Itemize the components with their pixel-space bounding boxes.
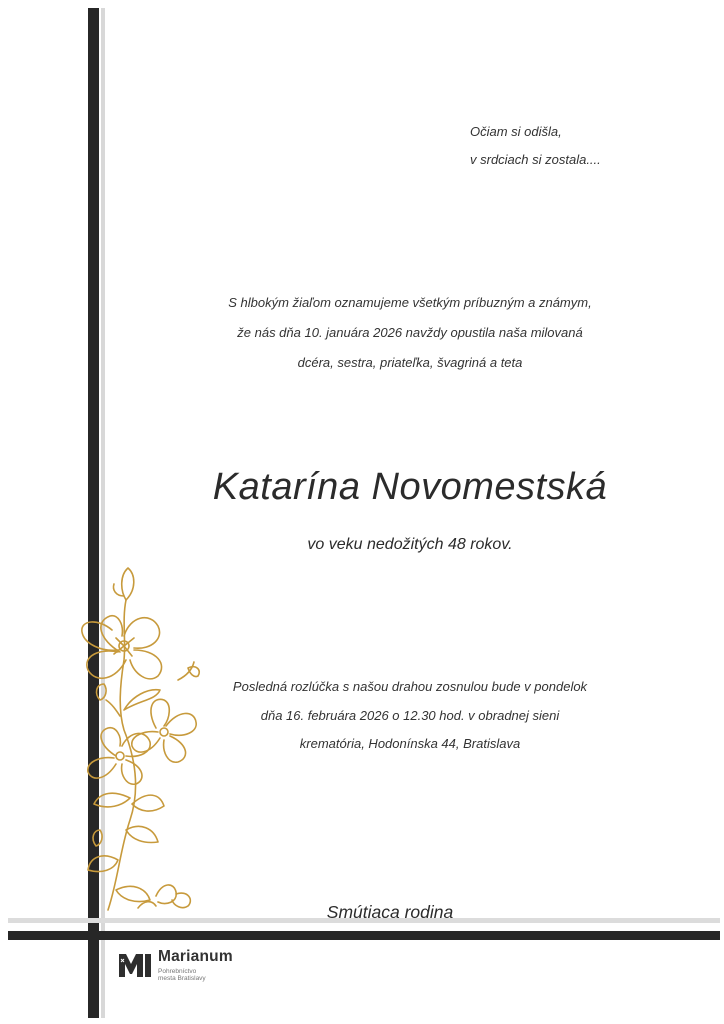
marianum-mark-icon [118,950,152,978]
motto-line-1: Očiam si odišla, [470,124,562,139]
funeral-details [150,673,670,759]
logo-subtitle-2: mesta Bratislavy [158,975,206,982]
marianum-logo [118,948,258,982]
announcement [150,288,670,378]
logo-subtitle-1: Pohrebníctvo [158,968,197,975]
signature: Smútiaca rodina [326,902,454,922]
funeral-line-1: Posledná rozlúčka s našou drahou zosnulou bude v pondelok [232,679,588,694]
announcement-line-3: dcéra, sestra, priateľka, švagriná a teta [297,355,523,370]
announcement-line-2: že nás dňa 10. januára 2026 navždy opustila naša milovaná [237,325,583,340]
deceased-name: Katarína Novomestská [212,466,608,508]
announcement-line-1: S hlbokým žiaľom oznamujeme všetkým príbuzným a známym, [228,295,592,310]
motto [470,118,670,174]
deceased-age: vo veku nedožitých 48 rokov. [307,536,513,553]
logo-name: Marianum [158,948,233,965]
funeral-line-2: dňa 16. februára 2026 o 12.30 hod. v obradnej sieni [260,707,560,723]
funeral-line-3: krematória, Hodonínska 44, Bratislava [299,736,521,751]
horizontal-border-dark [8,931,720,940]
motto-line-2: v srdciach si zostala.... [470,152,601,167]
